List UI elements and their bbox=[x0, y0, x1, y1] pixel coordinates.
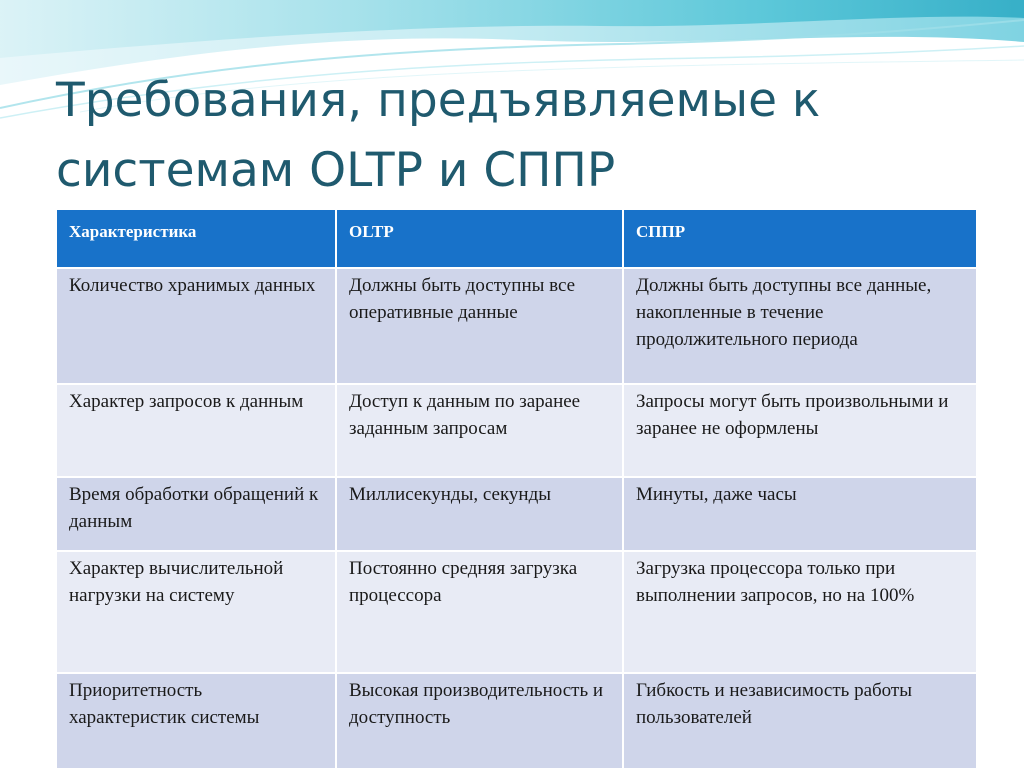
cell-characteristic: Количество хранимых данных bbox=[56, 268, 336, 384]
table-row bbox=[56, 673, 977, 768]
cell-dss: Должны быть доступны все данные, накопленные в течение продолжительного периода bbox=[623, 268, 977, 384]
cell-oltp: Миллисекунды, секунды bbox=[336, 477, 623, 551]
table-row bbox=[56, 384, 977, 477]
header-dss: СППР bbox=[623, 209, 977, 268]
cell-characteristic: Характер запросов к данным bbox=[56, 384, 336, 477]
table-header-row bbox=[56, 209, 977, 268]
cell-oltp: Должны быть доступны все оперативные данные bbox=[336, 268, 623, 384]
cell-dss: Загрузка процессора только при выполнении запросов, но на 100% bbox=[623, 551, 977, 673]
header-characteristic: Характеристика bbox=[56, 209, 336, 268]
header-oltp: OLTP bbox=[336, 209, 623, 268]
table-row bbox=[56, 551, 977, 673]
cell-dss: Гибкость и независимость работы пользователей bbox=[623, 673, 977, 768]
cell-characteristic: Характер вычислительной нагрузки на систему bbox=[56, 551, 336, 673]
cell-oltp: Высокая производительность и доступность bbox=[336, 673, 623, 768]
cell-characteristic: Время обработки обращений к данным bbox=[56, 477, 336, 551]
comparison-table bbox=[55, 208, 978, 768]
slide-title: Требования, предъявляемые к системам OLTP и СППР bbox=[56, 73, 821, 198]
cell-characteristic: Приоритетность характеристик системы bbox=[56, 673, 336, 768]
table-row bbox=[56, 477, 977, 551]
table-row bbox=[56, 268, 977, 384]
cell-dss: Запросы могут быть произвольными и заранее не оформлены bbox=[623, 384, 977, 477]
cell-dss: Минуты, даже часы bbox=[623, 477, 977, 551]
cell-oltp: Постоянно средняя загрузка процессора bbox=[336, 551, 623, 673]
cell-oltp: Доступ к данным по заранее заданным запросам bbox=[336, 384, 623, 477]
